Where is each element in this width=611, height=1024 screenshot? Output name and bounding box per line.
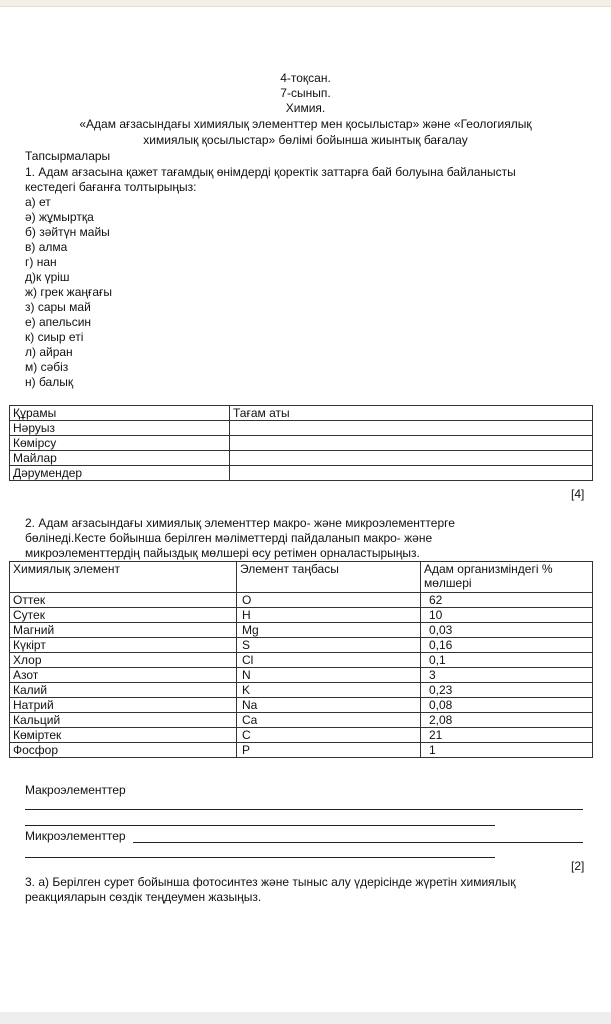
grade: 7-сынып. — [280, 86, 331, 100]
element-symbol: Cl — [237, 653, 421, 668]
elements-table — [9, 561, 593, 758]
task2-text-1: 2. Адам ағзасындағы химиялық элементтер макро- және микроэлементтерге — [25, 516, 455, 530]
list-item: к) сиыр еті — [25, 330, 84, 344]
list-item: а) ет — [25, 195, 51, 209]
task2-text-2: бөлінеді.Кесте бойынша берілген мәліметтерді пайдаланып макро- және — [25, 531, 433, 545]
element-symbol: Ca — [237, 713, 421, 728]
top-edge — [0, 0, 611, 7]
element-percent: 2,08 — [421, 713, 593, 728]
element-name: Азот — [10, 668, 237, 683]
row-label: Майлар — [10, 451, 230, 466]
header-text: мөлшері — [424, 576, 472, 590]
element-name: Хлор — [10, 653, 237, 668]
header-cell — [421, 562, 593, 593]
table-row — [10, 638, 593, 653]
table-row — [10, 713, 593, 728]
element-symbol: N — [237, 668, 421, 683]
title-line-1: «Адам ағзасындағы химиялық элементтер мен қосылыстар» және «Геологиялық — [79, 117, 532, 131]
task1-text-1: 1. Адам ағзасына қажет тағамдық өнімдерді қоректік заттарға бай болуына байланысты — [25, 165, 516, 179]
table-row — [10, 683, 593, 698]
table-row — [10, 728, 593, 743]
element-symbol: Mg — [237, 623, 421, 638]
row-label: Нәруыз — [10, 421, 230, 436]
element-name: Натрий — [10, 698, 237, 713]
element-name: Магний — [10, 623, 237, 638]
table-row — [10, 451, 593, 466]
row-label: Дәрумендер — [10, 466, 230, 481]
task1-score: [4] — [571, 487, 585, 501]
element-name: Калий — [10, 683, 237, 698]
header-cell: Элемент таңбасы — [237, 562, 421, 593]
task3-text-2: реакцияларын сөздік теңдеумен жазыңыз. — [25, 890, 262, 904]
nutrients-table — [9, 405, 593, 481]
table-row — [10, 608, 593, 623]
element-symbol: P — [237, 743, 421, 758]
element-percent: 3 — [421, 668, 593, 683]
element-symbol: Na — [237, 698, 421, 713]
element-percent: 21 — [421, 728, 593, 743]
answer-cell[interactable] — [230, 421, 593, 436]
tasks-label: Тапсырмалары — [25, 149, 111, 163]
element-symbol: C — [237, 728, 421, 743]
task2-text-3: микроэлементтердің пайыздық мөлшері өсу ретімен орналастырыңыз. — [25, 546, 420, 560]
answer-line[interactable] — [133, 842, 583, 843]
element-percent: 10 — [421, 608, 593, 623]
title-line-2: химиялық қосылыстар» бөлімі бойынша жиынтық бағалау — [143, 133, 468, 147]
element-symbol: S — [237, 638, 421, 653]
element-name: Күкірт — [10, 638, 237, 653]
element-symbol: H — [237, 608, 421, 623]
element-percent: 0,08 — [421, 698, 593, 713]
table-row — [10, 668, 593, 683]
table-row — [10, 466, 593, 481]
element-name: Көміртек — [10, 728, 237, 743]
table-header-row — [10, 406, 593, 421]
header-text: Адам организміндегі % — [424, 562, 553, 576]
table-row — [10, 421, 593, 436]
element-percent: 0,03 — [421, 623, 593, 638]
list-item: г) нан — [25, 255, 57, 269]
element-symbol: K — [237, 683, 421, 698]
answer-line[interactable] — [25, 825, 495, 826]
list-item: ә) жұмыртқа — [25, 210, 94, 224]
answer-cell[interactable] — [230, 466, 593, 481]
micro-label: Микроэлементтер — [25, 829, 126, 843]
header-cell: Тағам аты — [230, 406, 593, 421]
answer-cell[interactable] — [230, 436, 593, 451]
bottom-edge — [0, 1012, 611, 1024]
answer-line[interactable] — [25, 857, 495, 858]
list-item: м) сәбіз — [25, 360, 69, 374]
list-item: д)к үріш — [25, 270, 70, 284]
header-cell: Химиялық элемент — [10, 562, 237, 593]
table-row — [10, 653, 593, 668]
element-percent: 0,1 — [421, 653, 593, 668]
element-name: Сутек — [10, 608, 237, 623]
element-percent: 0,16 — [421, 638, 593, 653]
task1-text-2: кестедегі бағанға толтырыңыз: — [25, 180, 197, 194]
quarter: 4-тоқсан. — [280, 71, 331, 85]
element-name: Фосфор — [10, 743, 237, 758]
element-percent: 62 — [421, 593, 593, 608]
table-row — [10, 593, 593, 608]
answer-line[interactable] — [25, 809, 583, 810]
list-item: л) айран — [25, 345, 73, 359]
macro-label: Макроэлементтер — [25, 783, 126, 797]
table-row — [10, 623, 593, 638]
list-item: н) балық — [25, 375, 74, 389]
header-cell: Құрамы — [10, 406, 230, 421]
list-item: б) зәйтүн майы — [25, 225, 110, 239]
table-row — [10, 743, 593, 758]
list-item: з) сары май — [25, 300, 91, 314]
list-item: в) алма — [25, 240, 68, 254]
element-percent: 1 — [421, 743, 593, 758]
answer-cell[interactable] — [230, 451, 593, 466]
subject: Химия. — [285, 101, 326, 115]
element-percent: 0,23 — [421, 683, 593, 698]
element-name: Оттек — [10, 593, 237, 608]
table-row — [10, 436, 593, 451]
task2-score: [2] — [571, 859, 585, 873]
task3-text-1: 3. а) Берілген сурет бойынша фотосинтез және тыныс алу үдерісінде жүретін химиялық — [25, 875, 516, 889]
element-name: Кальций — [10, 713, 237, 728]
list-item: ж) грек жаңғағы — [25, 285, 113, 299]
list-item: е) апельсин — [25, 315, 92, 329]
table-row — [10, 698, 593, 713]
row-label: Көмірсу — [10, 436, 230, 451]
element-symbol: O — [237, 593, 421, 608]
table-header-row — [10, 562, 593, 593]
